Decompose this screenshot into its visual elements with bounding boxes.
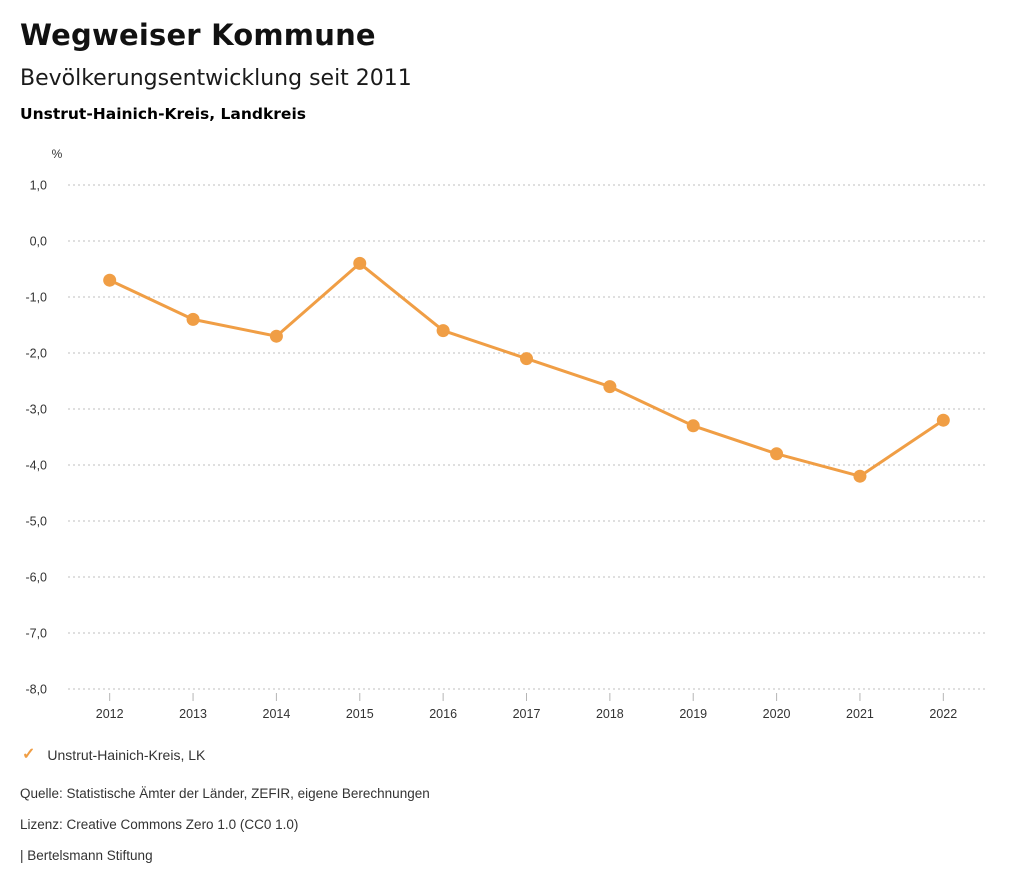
chart-legend [22,745,205,765]
y-axis-label: -1,0 [25,290,47,305]
y-axis-label: -4,0 [25,458,47,473]
data-point [937,414,950,427]
series-line [110,263,944,476]
y-axis-label: -3,0 [25,402,47,417]
legend-label: Unstrut-Hainich-Kreis, LK [47,747,206,763]
y-axis-label: 0,0 [29,234,47,249]
data-point [270,330,283,343]
x-axis-label: 2014 [262,707,291,721]
chart-canvas [0,140,1024,736]
x-axis-label: 2022 [929,707,958,721]
y-axis-label: -7,0 [25,626,47,641]
y-axis-label: -2,0 [25,346,47,361]
x-axis-label: 2012 [95,707,124,721]
population-line-chart [0,140,1024,736]
source-note: Quelle: Statistische Ämter der Länder, ZEFIR, eigene Berechnungen [20,786,430,801]
data-point [687,419,700,432]
chart-title: Bevölkerungsentwicklung seit 2011 [20,66,412,91]
y-axis-label: -6,0 [25,570,47,585]
y-axis-label: -5,0 [25,514,47,529]
data-point [187,313,200,326]
data-point [520,352,533,365]
attribution-note: | Bertelsmann Stiftung [20,848,153,863]
region-subtitle: Unstrut-Hainich-Kreis, Landkreis [20,105,306,123]
data-point [353,257,366,270]
license-note: Lizenz: Creative Commons Zero 1.0 (CC0 1.0) [20,817,299,832]
x-axis-label: 2017 [512,707,541,721]
x-axis-label: 2018 [595,707,624,721]
data-point [103,274,116,287]
x-axis-label: 2015 [345,707,374,721]
y-axis-label: -8,0 [25,682,47,697]
x-axis-label: 2019 [679,707,708,721]
data-point [770,447,783,460]
x-axis-label: 2013 [179,707,207,721]
data-point [603,380,616,393]
x-axis-label: 2021 [846,707,874,721]
data-point [853,470,866,483]
legend-check-icon: ✓ [22,746,36,763]
data-point [437,324,450,337]
page-title: Wegweiser Kommune [20,18,376,52]
x-axis-label: 2016 [429,707,458,721]
y-axis-unit-label: % [51,147,63,161]
y-axis-label: 1,0 [29,178,47,193]
x-axis-label: 2020 [762,707,791,721]
